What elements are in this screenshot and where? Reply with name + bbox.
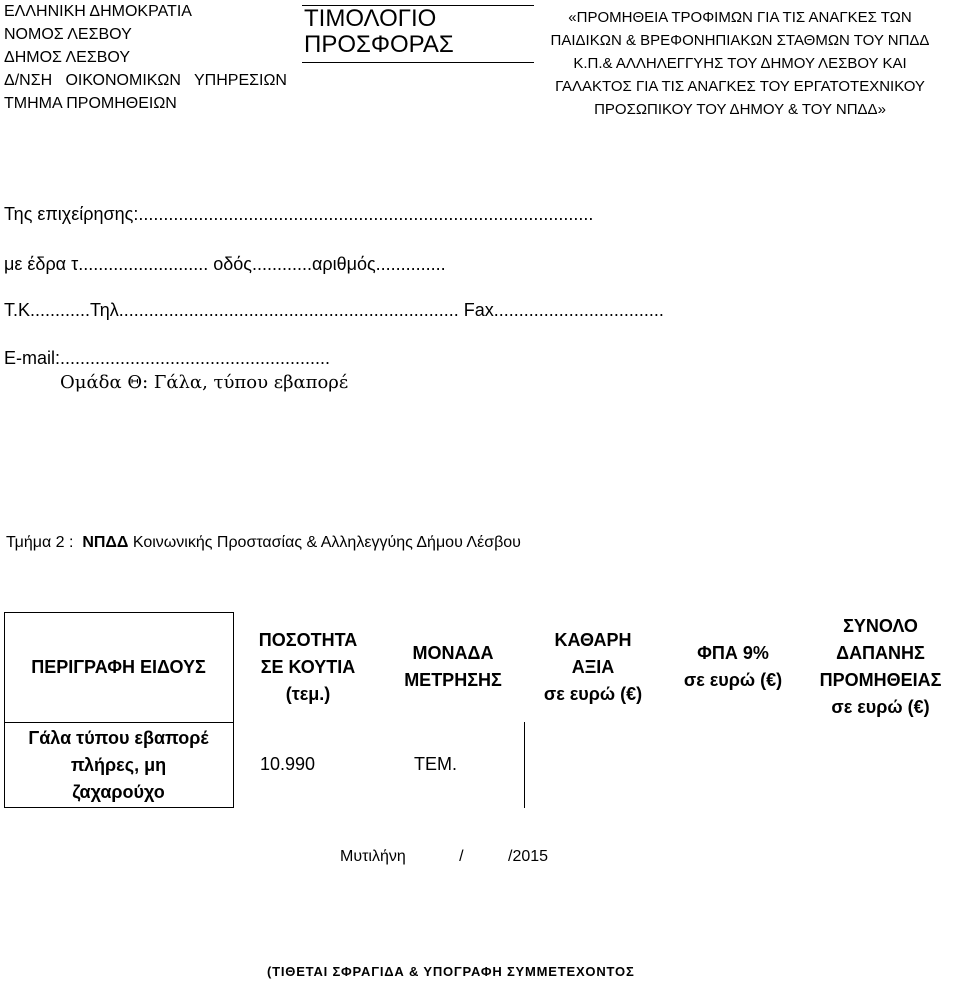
program-line: Κ.Π.& ΑΛΛΗΛΕΓΓΥΗΣ ΤΟΥ ΔΗΜΟΥ ΛΕΣΒΟΥ ΚΑΙ <box>573 55 907 72</box>
header-description <box>4 612 233 722</box>
price-table <box>4 612 958 808</box>
header-unit-label: ΜΕΤΡΗΣΗΣ <box>404 670 502 690</box>
section-prefix: Τμήμα 2 : <box>6 534 83 551</box>
header-unit-label: ΜΟΝΑΔΑ <box>412 643 494 663</box>
header-vat <box>663 612 803 722</box>
header-quantity-label: ΠΟΣΟΤΗΤΑ <box>258 629 358 650</box>
program-line: «ΠΡΟΜΗΘΕΙΑ ΤΡΟΦΙΜΩΝ ΓΙΑ ΤΙΣ ΑΝΑΓΚΕΣ ΤΩΝ <box>568 9 912 26</box>
org-line-directorate: Δ/ΝΣΗ ΟΙΚΟΝΟΜΙΚΩΝ ΥΠΗΡΕΣΙΩΝ <box>4 72 287 89</box>
document-title-line-1: ΤΙΜΟΛΟΓΙΟ <box>304 5 437 32</box>
header-vat-label: σε ευρώ (€) <box>683 670 783 690</box>
group-title: Ομάδα Θ: Γάλα, τύπου εβαπορέ <box>60 372 349 393</box>
header-vat-label: ΦΠΑ 9% <box>697 643 769 663</box>
org-line-municipality: ΔΗΜΟΣ ΛΕΣΒΟΥ <box>4 49 130 66</box>
header-quantity <box>233 612 383 722</box>
org-line-department: ΤΜΗΜΑ ΠΡΟΜΗΘΕΙΩΝ <box>4 95 177 112</box>
row-description <box>4 722 233 808</box>
header-description-label: ΠΕΡΙΓΡΑΦΗ ΕΙΔΟΥΣ <box>31 656 206 677</box>
organization-header <box>4 0 287 115</box>
section-text: Κοινωνικής Προστασίας & Αλληλεγγύης Δήμου Λέσβου <box>128 534 521 551</box>
date-line: Μυτιλήνη / /2015 <box>340 848 549 865</box>
header-total-label: σε ευρώ (€) <box>831 697 930 717</box>
row-description-line: Γάλα τύπου εβαπορέ <box>28 727 209 748</box>
header-unit <box>383 612 523 722</box>
header-quantity-label: (τεμ.) <box>285 683 331 704</box>
postal-phone-fax-field[interactable]: Τ.Κ............Τηλ.................................................................... Fax.................................. <box>4 300 664 320</box>
section-entity: ΝΠΔΔ <box>82 534 129 551</box>
header-net-value <box>523 612 663 722</box>
program-description <box>540 6 940 121</box>
business-name-field[interactable]: Της επιχείρησης:........................................................................................... <box>4 204 594 224</box>
row-description-line: ζαχαρούχο <box>72 781 165 802</box>
org-line-prefecture: ΝΟΜΟΣ ΛΕΣΒΟΥ <box>4 26 132 43</box>
program-line: ΠΡΟΣΩΠΙΚΟΥ ΤΟΥ ΔΗΜΟΥ & ΤΟΥ ΝΠΔΔ» <box>594 101 886 118</box>
document-title-line-2: ΠΡΟΣΦΟΡΑΣ <box>304 31 454 58</box>
header-total-label: ΔΑΠΑΝΗΣ <box>836 643 925 663</box>
header-net-label: ΚΑΘΑΡΗ <box>554 629 632 650</box>
program-line: ΠΑΙΔΙΚΩΝ & ΒΡΕΦΟΝΗΠΙΑΚΩΝ ΣΤΑΘΜΩΝ ΤΟΥ ΝΠΔΔ <box>550 32 930 49</box>
row-quantity: 10.990 <box>260 754 316 774</box>
header-total <box>803 612 958 722</box>
title-bottom-rule <box>302 62 534 63</box>
seat-address-field[interactable]: με έδρα τ.......................... οδός............αριθμός.............. <box>4 254 446 274</box>
table-border <box>524 722 525 808</box>
email-field[interactable]: E-mail:...................................................... <box>4 348 331 368</box>
signature-note: (ΤΙΘΕΤΑΙ ΣΦΡΑΓΙΔΑ & ΥΠΟΓΡΑΦΗ ΣΥΜΜΕΤΕΧΟΝΤΟΣ <box>267 964 635 979</box>
header-quantity-label: ΣΕ ΚΟΥΤΙΑ <box>260 656 356 677</box>
section-heading <box>6 534 521 552</box>
org-line-country: ΕΛΛΗΝΙΚΗ ΔΗΜΟΚΡΑΤΙΑ <box>4 3 192 20</box>
header-net-label: σε ευρώ (€) <box>543 683 643 704</box>
header-net-label: ΑΞΙΑ <box>571 656 615 677</box>
program-line: ΓΑΛΑΚΤΟΣ ΓΙΑ ΤΙΣ ΑΝΑΓΚΕΣ ΤΟΥ ΕΡΓΑΤΟΤΕΧΝΙΚΟΥ <box>555 78 925 95</box>
header-total-label: ΠΡΟΜΗΘΕΙΑΣ <box>819 670 942 690</box>
row-description-line: πλήρες, μη <box>70 754 167 775</box>
header-total-label: ΣΥΝΟΛΟ <box>843 616 918 636</box>
row-unit: ΤΕΜ. <box>414 754 457 774</box>
document-title <box>304 6 532 58</box>
